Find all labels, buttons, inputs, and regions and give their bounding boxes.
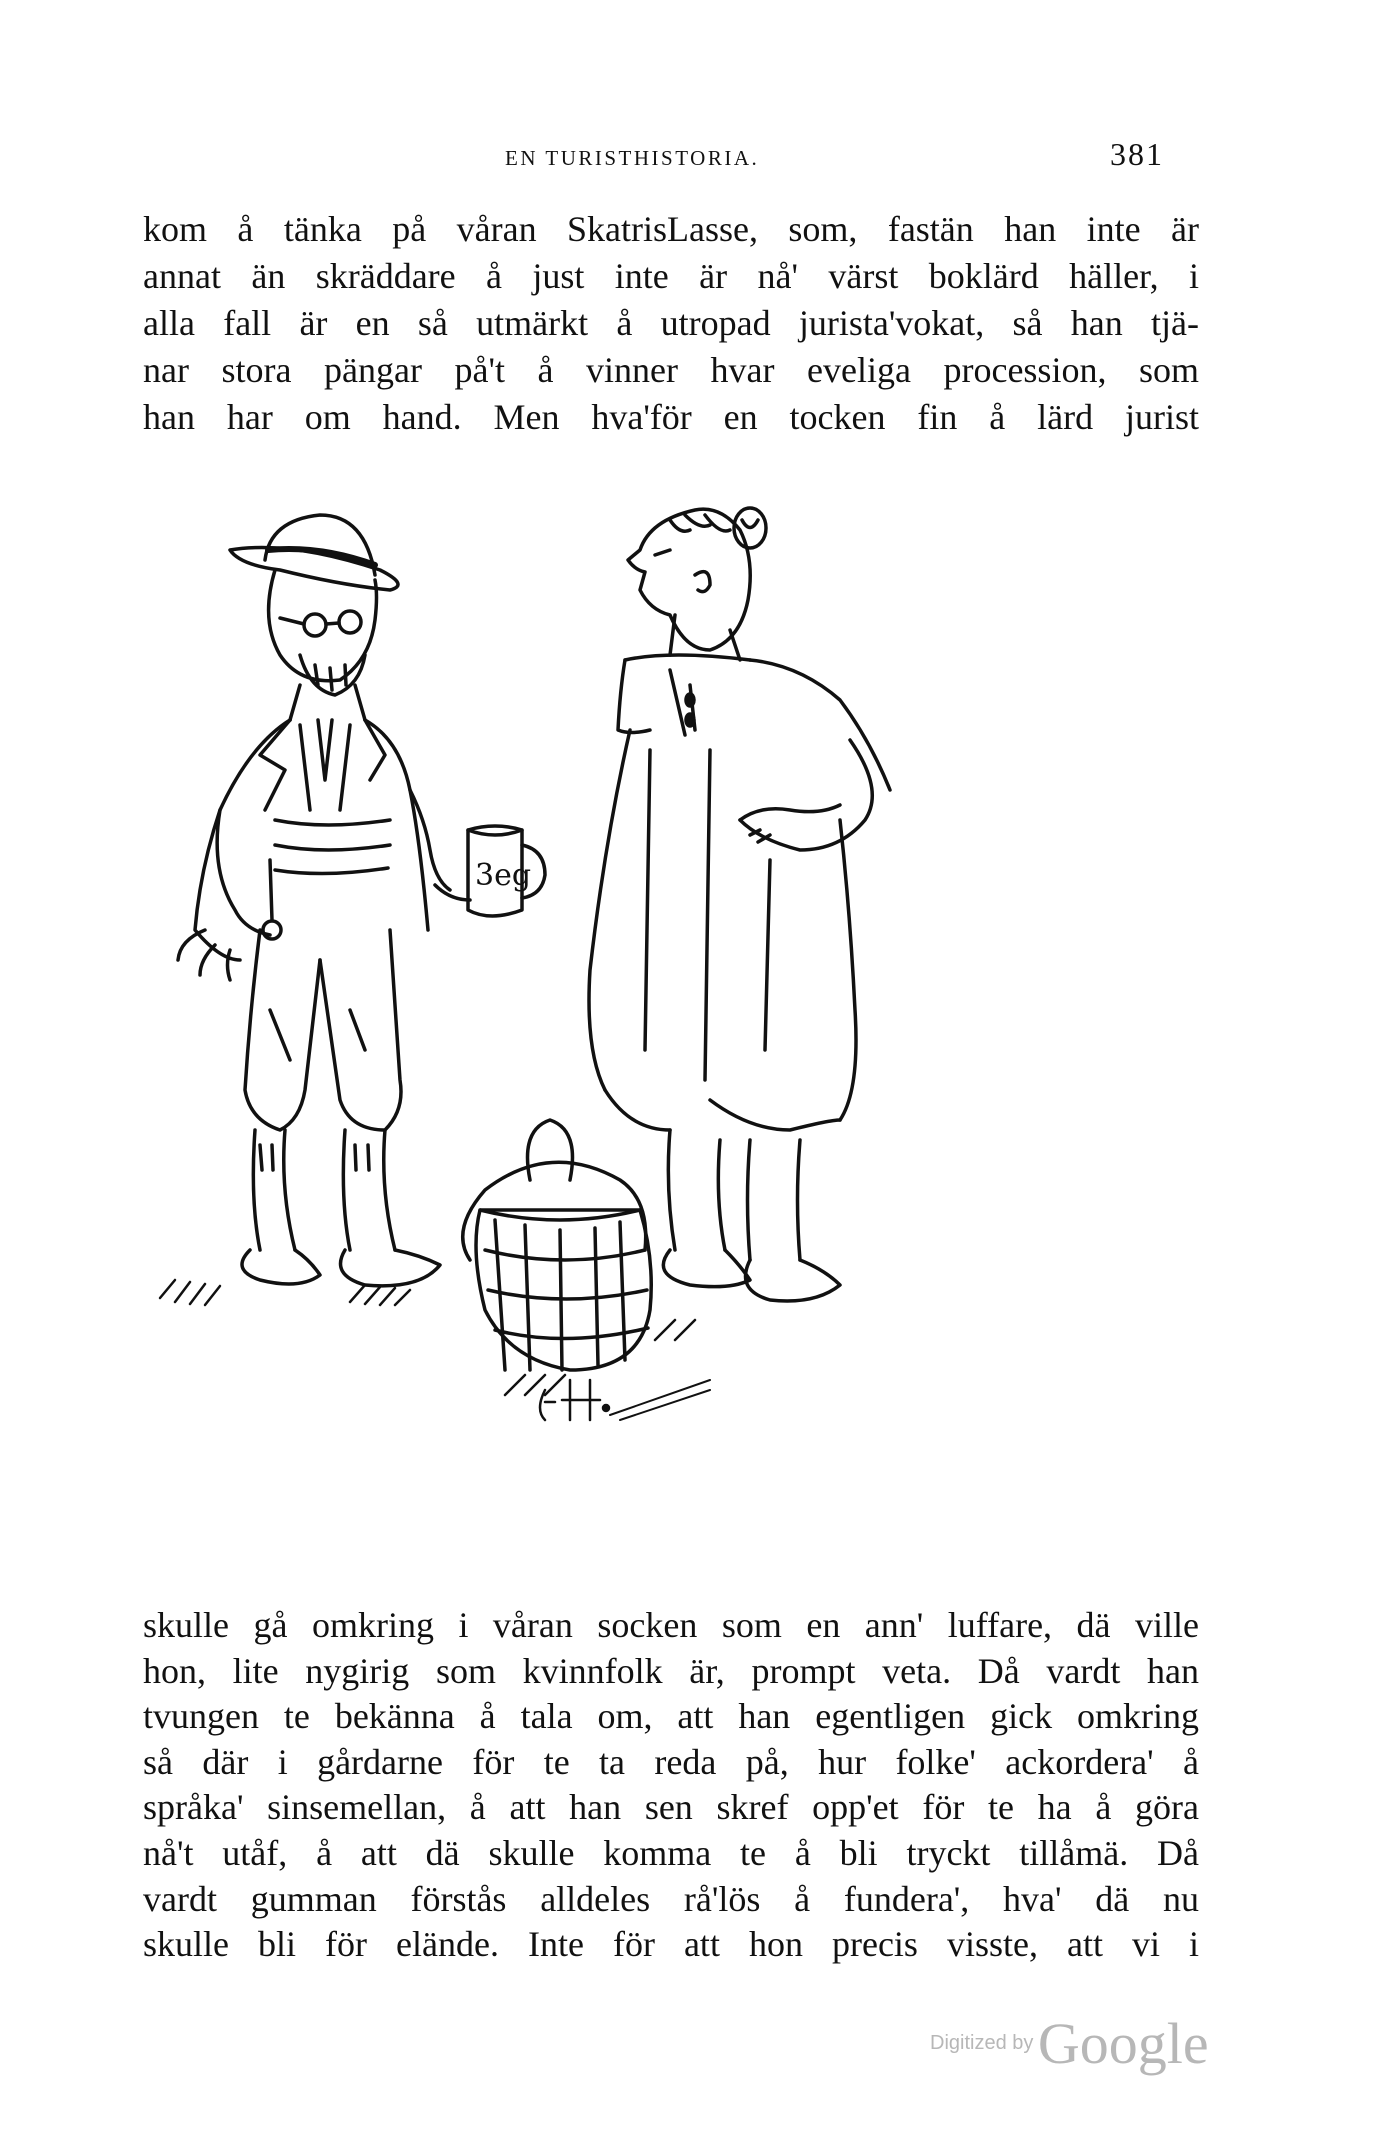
artist-signature (540, 1380, 710, 1420)
text-line: hon, lite nygirig som kvinnfolk är, prompt veta. Då vardt han (143, 1650, 1199, 1691)
text-line: tvungen te bekänna å tala om, att han egentligen gick omkring (143, 1696, 1199, 1737)
digitized-watermark (930, 2010, 1209, 2077)
digitized-by-label: Digitized by (930, 2032, 1034, 2054)
illustration (150, 490, 1210, 1550)
body-text-bottom (143, 1603, 1199, 1968)
google-logo: Google (1037, 2011, 1209, 2076)
page-number: 381 (1110, 136, 1164, 172)
text-line: skulle gå omkring i våran socken som en ann' luffare, dä ville (143, 1605, 1199, 1645)
text-line: han har om hand. Men hva'för en tocken fin å lärd jurist (143, 397, 1199, 437)
text-line: språka' sinsemellan, å att han sen skref opp'et för te ha å göra (143, 1787, 1199, 1828)
text-line: skulle bli för elände. Inte för att hon precis visste, att vi i (143, 1924, 1199, 1965)
woman-figure (463, 508, 890, 1395)
running-title: EN TURISTHISTORIA. (505, 146, 760, 170)
text-line: så där i gårdarne för te ta reda på, hur folke' ackordera' å (143, 1741, 1199, 1782)
text-line: annat än skräddare å just inte är nå' värst boklärd häller, i (143, 256, 1199, 296)
running-head (0, 136, 1400, 180)
mug-lettering: 3eg (475, 858, 532, 893)
text-line: vardt gumman förstås alldeles rå'lös å fundera', hva' dä nu (143, 1878, 1199, 1919)
text-line: alla fall är en så utmärkt å utropad jurista'vokat, så han tjä- (143, 303, 1199, 343)
text-line: kom å tänka på våran SkatrisLasse, som, fastän han inte är (143, 209, 1199, 249)
text-line: nå't utåf, å att dä skulle komma te å bli tryckt tillåmä. Då (143, 1832, 1199, 1873)
body-text-top (143, 206, 1199, 441)
text-line: nar stora pängar på't å vinner hvar eveliga procession, som (143, 350, 1199, 390)
